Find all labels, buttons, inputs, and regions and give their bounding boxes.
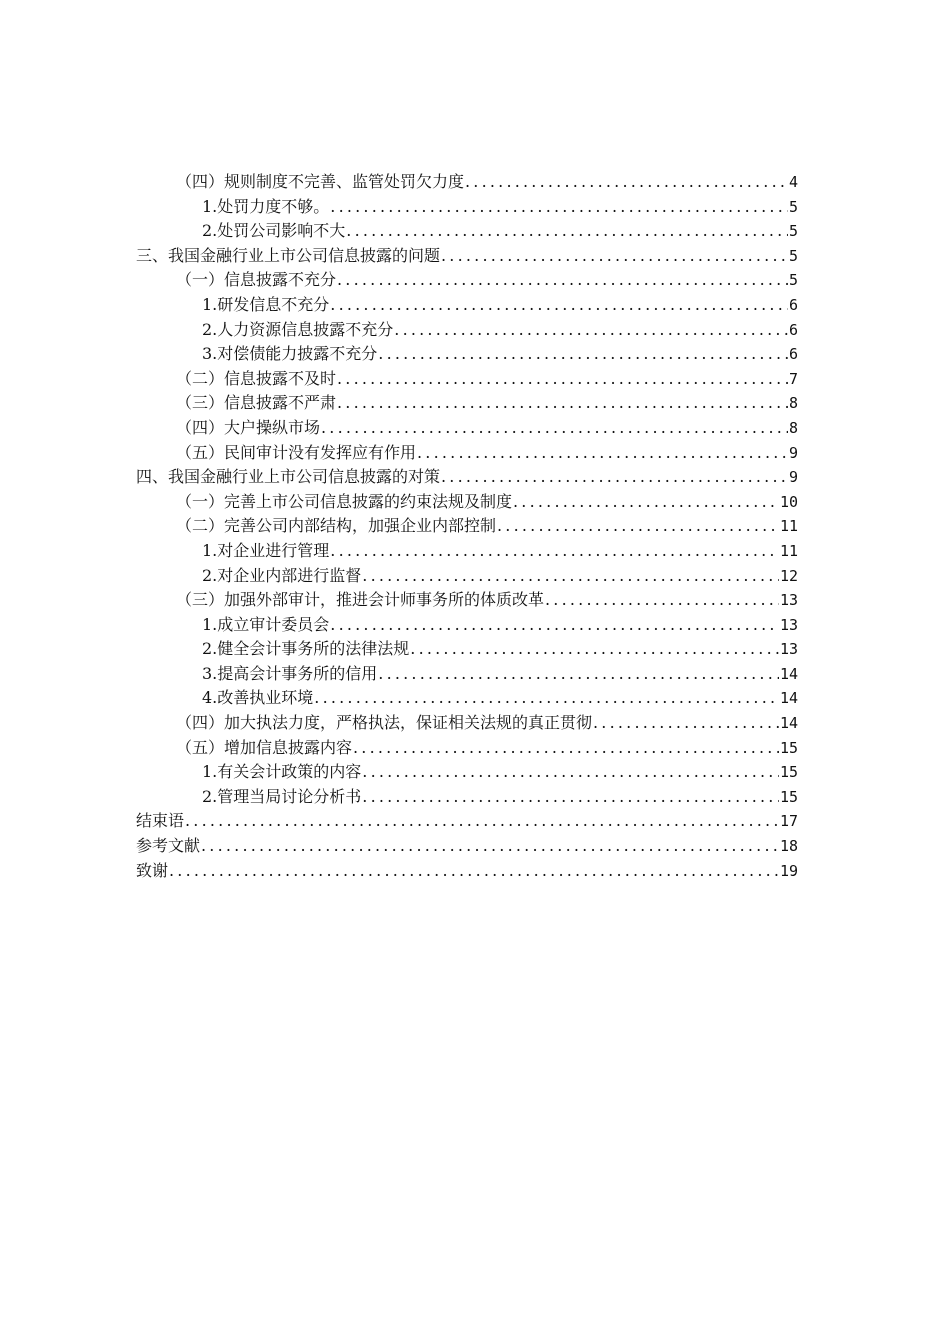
toc-entry-page-number: 11: [779, 541, 798, 560]
toc-entry[interactable]: [136, 785, 798, 810]
toc-entry[interactable]: [136, 686, 798, 711]
toc-leader-dots: [513, 490, 779, 515]
toc-entry-title: （五）民间审计没有发挥应有作用: [176, 442, 417, 462]
toc-entry[interactable]: [136, 441, 798, 466]
toc-entry-title: （三）信息披露不严肃: [176, 393, 337, 413]
toc-entry-page-number: 7: [788, 369, 798, 388]
toc-entry-page-number: 5: [788, 271, 798, 290]
toc-entry[interactable]: [136, 195, 798, 220]
toc-leader-dots: [337, 268, 788, 293]
toc-entry[interactable]: [136, 514, 798, 539]
toc-entry-page-number: 13: [779, 640, 798, 659]
toc-entry[interactable]: [136, 760, 798, 785]
toc-entry-page-number: 13: [779, 615, 798, 634]
toc-entry-title: 2.对企业内部进行监督: [202, 565, 362, 585]
toc-entry-title: 四、我国金融行业上市公司信息披露的对策: [136, 467, 441, 487]
toc-entry-page-number: 9: [788, 468, 798, 487]
toc-entry-title: 1.成立审计委员会: [202, 614, 330, 634]
toc-entry[interactable]: [136, 490, 798, 515]
toc-entry-title: （一）完善上市公司信息披露的约束法规及制度: [176, 491, 513, 511]
toc-entry[interactable]: [136, 367, 798, 392]
toc-entry[interactable]: [136, 859, 798, 884]
toc-entry[interactable]: [136, 736, 798, 761]
toc-entry-title: 1.研发信息不充分: [202, 294, 330, 314]
toc-entry-page-number: 5: [788, 197, 798, 216]
toc-entry-page-number: 14: [779, 714, 798, 733]
toc-entry[interactable]: [136, 588, 798, 613]
toc-leader-dots: [394, 318, 788, 343]
toc-entry-page-number: 6: [788, 345, 798, 364]
toc-entry-page-number: 9: [788, 443, 798, 462]
toc-entry-page-number: 14: [779, 689, 798, 708]
toc-entry-title: 4.改善执业环境: [202, 688, 314, 708]
toc-entry-page-number: 8: [788, 394, 798, 413]
toc-leader-dots: [330, 613, 779, 638]
toc-leader-dots: [362, 785, 779, 810]
toc-entry-title: （五）增加信息披露内容: [176, 737, 353, 757]
toc-leader-dots: [169, 859, 779, 884]
toc-leader-dots: [593, 711, 779, 736]
toc-entry[interactable]: [136, 244, 798, 269]
toc-entry-page-number: 4: [788, 173, 798, 191]
toc-entry-title: 2.人力资源信息披露不充分: [202, 319, 394, 339]
toc-entry-page-number: 15: [779, 787, 798, 806]
toc-leader-dots: [337, 391, 788, 416]
toc-entry-title: 1.对企业进行管理: [202, 540, 330, 560]
toc-entry-page-number: 17: [779, 812, 798, 831]
toc-entry[interactable]: [136, 318, 798, 343]
toc-entry-title: （二）完善公司内部结构，加强企业内部控制: [176, 516, 497, 536]
toc-entry-page-number: 15: [779, 738, 798, 757]
toc-entry-page-number: 5: [788, 222, 798, 241]
toc-entry-title: 参考文献: [136, 836, 201, 856]
toc-leader-dots: [417, 441, 788, 466]
toc-entry-page-number: 6: [788, 295, 798, 314]
toc-leader-dots: [465, 170, 788, 195]
toc-entry-title: 1.处罚力度不够。: [202, 196, 330, 216]
toc-entry[interactable]: [136, 564, 798, 589]
toc-entry[interactable]: [136, 539, 798, 564]
toc-entry[interactable]: [136, 662, 798, 687]
toc-entry[interactable]: [136, 342, 798, 367]
toc-entry-page-number: 14: [779, 664, 798, 683]
toc-entry[interactable]: [136, 613, 798, 638]
toc-entry-page-number: 19: [779, 861, 798, 880]
toc-leader-dots: [362, 760, 779, 785]
toc-entry-title: （三）加强外部审计，推进会计师事务所的体质改革: [176, 590, 545, 610]
toc-entry[interactable]: [136, 219, 798, 244]
toc-entry[interactable]: [136, 416, 798, 441]
toc-entry[interactable]: [136, 268, 798, 293]
toc-entry-page-number: 8: [788, 418, 798, 437]
toc-entry-title: （四）规则制度不完善、监管处罚欠力度: [176, 172, 465, 191]
toc-leader-dots: [346, 219, 788, 244]
toc-leader-dots: [185, 809, 779, 834]
toc-leader-dots: [441, 465, 788, 490]
toc-leader-dots: [201, 834, 779, 859]
toc-leader-dots: [330, 195, 788, 220]
toc-entry-title: 致谢: [136, 860, 169, 880]
toc-leader-dots: [330, 293, 788, 318]
toc-entry-title: （四）加大执法力度，严格执法，保证相关法规的真正贯彻: [176, 713, 593, 733]
toc-entry[interactable]: [136, 293, 798, 318]
toc-leader-dots: [314, 686, 779, 711]
toc-leader-dots: [441, 244, 788, 269]
toc-entry-page-number: 5: [788, 246, 798, 265]
toc-entry-title: 结束语: [136, 811, 185, 831]
toc-leader-dots: [545, 588, 779, 613]
toc-leader-dots: [321, 416, 788, 441]
toc-entry-title: （一）信息披露不充分: [176, 270, 337, 290]
toc-entry[interactable]: [136, 637, 798, 662]
toc-leader-dots: [330, 539, 779, 564]
toc-entry-page-number: 15: [779, 763, 798, 782]
toc-entry-title: 3.对偿债能力披露不充分: [202, 344, 378, 364]
toc-entry[interactable]: [136, 809, 798, 834]
table-of-contents: [136, 170, 798, 883]
toc-entry-title: 2.健全会计事务所的法律法规: [202, 639, 410, 659]
toc-entry[interactable]: [136, 391, 798, 416]
toc-entry-page-number: 6: [788, 320, 798, 339]
toc-leader-dots: [410, 637, 779, 662]
toc-entry-title: （四）大户操纵市场: [176, 417, 321, 437]
toc-entry-title: 2.管理当局讨论分析书: [202, 786, 362, 806]
toc-leader-dots: [378, 662, 779, 687]
toc-entry-page-number: 18: [779, 837, 798, 856]
toc-entry-page-number: 11: [779, 517, 798, 536]
toc-leader-dots: [497, 514, 779, 539]
toc-leader-dots: [378, 342, 788, 367]
toc-entry-title: 三、我国金融行业上市公司信息披露的问题: [136, 245, 441, 265]
toc-entry[interactable]: [136, 465, 798, 490]
toc-entry-title: （二）信息披露不及时: [176, 368, 337, 388]
toc-entry-page-number: 12: [779, 566, 798, 585]
toc-entry[interactable]: [136, 170, 798, 195]
toc-entry-title: 2.处罚公司影响不大: [202, 221, 346, 241]
toc-leader-dots: [362, 564, 779, 589]
toc-entry-title: 3.提高会计事务所的信用: [202, 663, 378, 683]
toc-leader-dots: [337, 367, 788, 392]
toc-entry-page-number: 10: [779, 492, 798, 511]
toc-entry-title: 1.有关会计政策的内容: [202, 762, 362, 782]
toc-entry[interactable]: [136, 711, 798, 736]
toc-entry-page-number: 13: [779, 591, 798, 610]
toc-entry[interactable]: [136, 834, 798, 859]
toc-leader-dots: [353, 736, 779, 761]
